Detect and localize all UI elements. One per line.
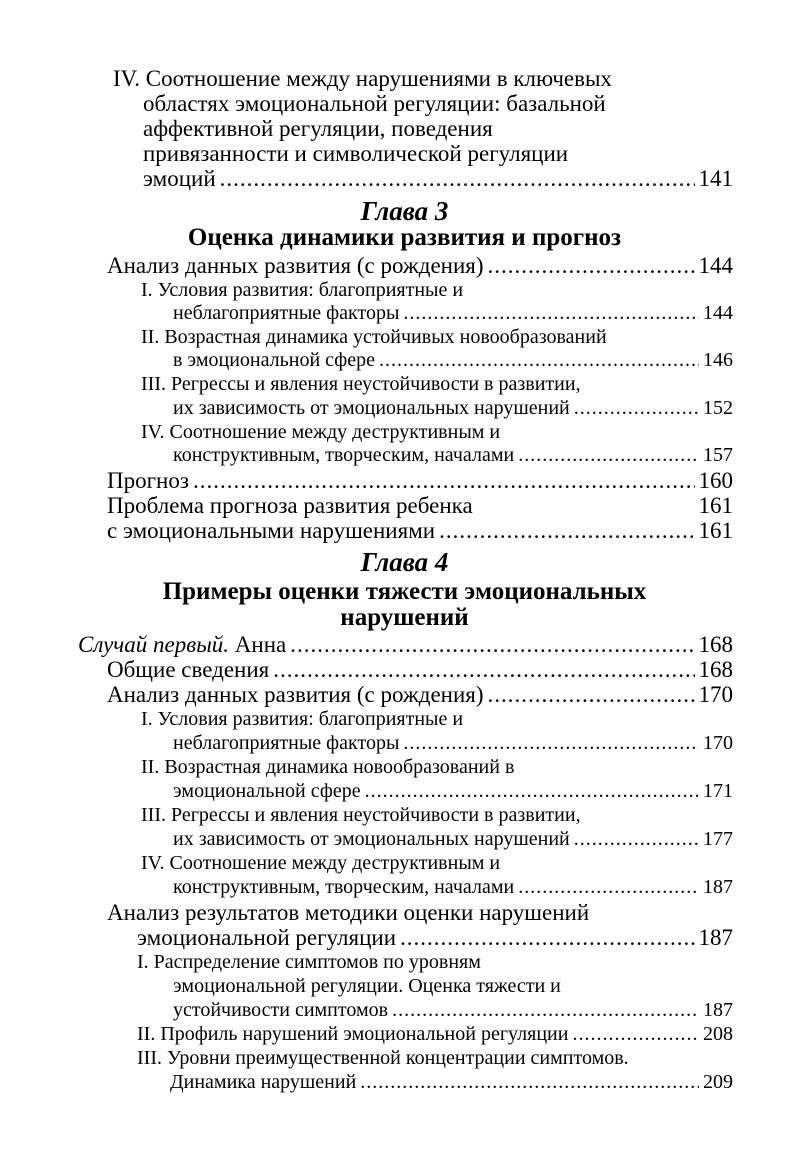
dot-leader [392, 999, 699, 1021]
toc-entry[interactable] [170, 1071, 733, 1093]
toc-text: IV. Соотношение между деструктивным и [141, 421, 501, 443]
toc-line [143, 91, 606, 116]
page-number: 168 [698, 632, 733, 657]
toc-text: Анализ данных развития (с рождения) [107, 253, 484, 278]
dot-leader [290, 632, 694, 657]
dot-leader [518, 876, 699, 898]
toc-text: II. Возрастная динамика устойчивых новообразований [141, 326, 607, 348]
toc-text: их зависимость от эмоциональных нарушений [173, 397, 570, 419]
toc-line [141, 279, 463, 301]
page-number: 187 [698, 925, 733, 950]
toc-entry[interactable] [107, 518, 733, 543]
toc-text: в эмоциональной сфере [173, 349, 376, 371]
toc-text: конструктивным, творческим, началами [173, 444, 515, 466]
dot-leader [400, 925, 694, 950]
toc-text: IV. Соотношение между деструктивным и [141, 852, 501, 874]
toc-text: эмоциональной сфере [173, 780, 361, 802]
dot-leader [574, 397, 699, 419]
toc-entry[interactable] [143, 166, 733, 191]
page-number: 171 [703, 780, 733, 802]
toc-entry[interactable] [173, 828, 733, 850]
toc-text: с эмоциональными нарушениями [107, 518, 436, 543]
dot-leader [572, 1023, 699, 1045]
toc-line [141, 852, 500, 874]
toc-text: II. Профиль нарушений эмоциональной регуляции [137, 1023, 569, 1045]
page-number: 144 [703, 302, 733, 324]
dot-leader [488, 253, 695, 278]
toc-text: IV. Соотношение между нарушениями в ключевых [113, 66, 612, 91]
toc-text: I. Условия развития: благоприятные и [141, 279, 464, 301]
chapter-title: Оценка динамики развития и прогноз [187, 224, 622, 251]
toc-text: Анализ результатов методики оценки нарушений [107, 900, 590, 925]
toc-text: III. Уровни преимущественной концентрации симптомов. [137, 1047, 629, 1069]
toc-entry[interactable] [107, 253, 733, 278]
toc-line [173, 975, 561, 997]
dot-leader [518, 444, 699, 466]
page-number: 161 [698, 518, 733, 543]
toc-text: привязанности и символической регуляции [143, 141, 569, 166]
case-label: Случай первый. [78, 632, 230, 657]
toc-entry[interactable] [107, 657, 733, 682]
dot-leader [439, 518, 694, 543]
toc-text: областях эмоциональной регуляции: базальной [143, 91, 606, 116]
toc-text: аффективной регуляции, поведения [143, 116, 493, 141]
toc-text: Проблема прогноза развития ребенка [107, 493, 473, 518]
toc-text: II. Возрастная динамика новообразований в [141, 756, 515, 778]
dot-leader [360, 1071, 699, 1093]
toc-line [141, 804, 581, 826]
toc-text: их зависимость от эмоциональных нарушений [173, 828, 570, 850]
page-number: 168 [698, 657, 733, 682]
toc-line [141, 326, 607, 348]
toc-text: неблагоприятные факторы [173, 732, 400, 754]
dot-leader [403, 302, 699, 324]
toc-line [113, 66, 612, 91]
toc-line [141, 708, 463, 730]
toc-line [141, 373, 581, 395]
page-number: 152 [703, 397, 733, 419]
toc-line [137, 951, 481, 973]
toc-text: неблагоприятные факторы [173, 302, 400, 324]
toc-entry[interactable] [173, 732, 733, 754]
toc-line [141, 756, 514, 778]
toc-entry[interactable] [173, 780, 733, 802]
toc-entry[interactable] [137, 925, 733, 950]
chapter-label: Глава 4 [360, 547, 449, 577]
page-number: 209 [703, 1071, 733, 1093]
dot-leader [365, 780, 699, 802]
toc-text: I. Условия развития: благоприятные и [141, 708, 464, 730]
toc-text: эмоциональной регуляции [137, 925, 397, 950]
toc-entry[interactable] [173, 444, 733, 466]
toc-text: эмоциональной регуляции. Оценка тяжести и [173, 975, 561, 997]
page-number: 157 [703, 444, 733, 466]
chapter-title: Примеры оценки тяжести эмоциональных [162, 578, 647, 605]
chapter-label: Глава 3 [360, 196, 449, 226]
toc-line [141, 421, 500, 443]
toc-entry[interactable] [173, 999, 733, 1021]
toc-entry[interactable] [78, 632, 733, 657]
toc-text: Динамика нарушений [170, 1071, 357, 1093]
toc-text: Общие сведения [107, 657, 270, 682]
dot-leader [488, 682, 695, 707]
toc-text: устойчивости симптомов [173, 999, 389, 1021]
toc-entry[interactable] [173, 876, 733, 898]
page-number: 177 [703, 828, 733, 850]
toc-text: Анализ данных развития (с рождения) [107, 682, 484, 707]
dot-leader [574, 828, 699, 850]
toc-line [107, 900, 589, 925]
toc-text: конструктивным, творческим, началами [173, 876, 515, 898]
page-number: 146 [703, 349, 733, 371]
toc-text: III. Регрессы и явления неустойчивости в развитии, [141, 373, 581, 395]
toc-entry[interactable] [173, 397, 733, 419]
dot-leader [273, 657, 694, 682]
toc-text: эмоций [143, 166, 216, 191]
dot-leader [379, 349, 699, 371]
page-number: 144 [698, 253, 733, 278]
page-number: 161 [698, 493, 733, 518]
toc-entry[interactable] [173, 349, 733, 371]
toc-line [137, 1047, 629, 1069]
dot-leader [193, 468, 695, 493]
page-number: 208 [703, 1023, 733, 1045]
chapter-title: нарушений [340, 604, 469, 631]
toc-line [143, 116, 493, 141]
page-number: 170 [698, 682, 733, 707]
toc-entry[interactable] [107, 468, 733, 493]
toc-line [143, 141, 568, 166]
page-number: 187 [703, 999, 733, 1021]
toc-text: Анна [234, 632, 287, 657]
toc-entry[interactable] [107, 493, 733, 518]
dot-leader [403, 732, 699, 754]
toc-text: Прогноз [107, 468, 189, 493]
dot-leader [220, 166, 695, 191]
toc-entry[interactable] [107, 682, 733, 707]
page-number: 160 [698, 468, 733, 493]
toc-entry[interactable] [173, 302, 733, 324]
toc-entry[interactable] [137, 1023, 733, 1045]
toc-text: I. Распределение симптомов по уровням [137, 951, 481, 973]
toc-text: III. Регрессы и явления неустойчивости в развитии, [141, 804, 581, 826]
page-number: 187 [703, 876, 733, 898]
page-number: 141 [698, 166, 733, 191]
page-number: 170 [703, 732, 733, 754]
